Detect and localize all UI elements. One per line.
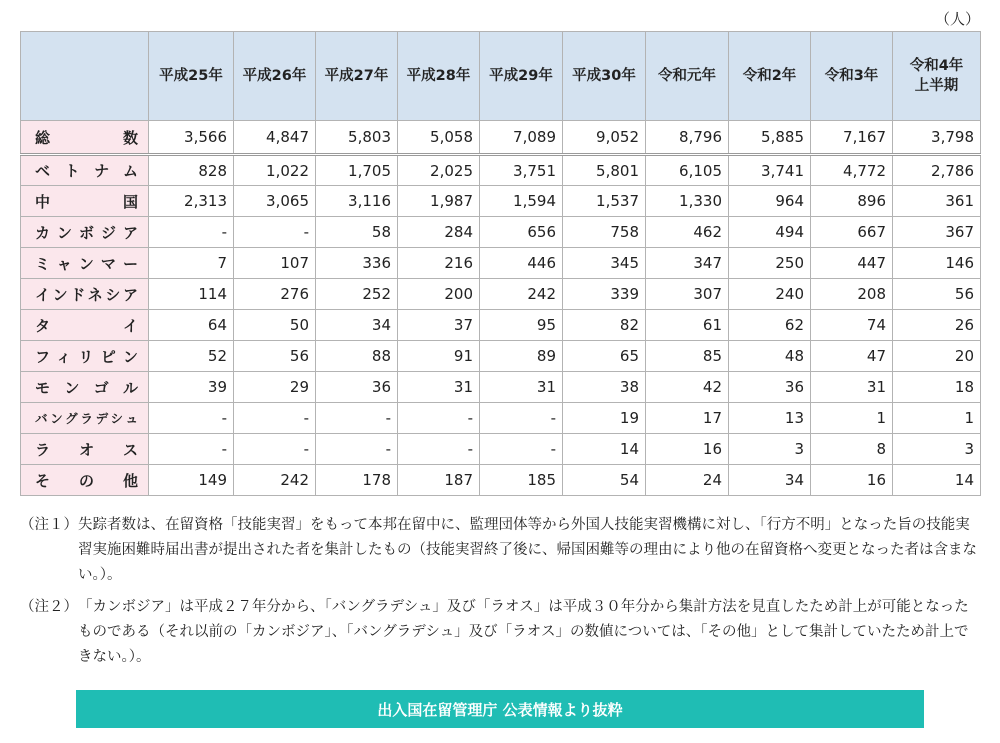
value-cell: - (234, 434, 316, 465)
value-cell: 2,025 (398, 155, 480, 186)
value-cell: 14 (893, 465, 981, 496)
value-cell: 3,566 (149, 121, 234, 155)
value-cell: 18 (893, 372, 981, 403)
country-row (21, 434, 981, 465)
value-cell: - (149, 434, 234, 465)
year-header: 令和2年 (729, 32, 811, 121)
value-cell: - (149, 403, 234, 434)
year-header: 令和4年 上半期 (893, 32, 981, 121)
value-cell: 656 (480, 217, 563, 248)
value-cell: 3,116 (316, 186, 398, 217)
value-cell: 48 (729, 341, 811, 372)
value-cell: 54 (563, 465, 646, 496)
row-label: タイ (21, 310, 149, 341)
row-label: 中国 (21, 186, 149, 217)
value-cell: 758 (563, 217, 646, 248)
value-cell: 29 (234, 372, 316, 403)
value-cell: 6,105 (646, 155, 729, 186)
row-label: ラオス (21, 434, 149, 465)
value-cell: 5,801 (563, 155, 646, 186)
value-cell: 36 (316, 372, 398, 403)
value-cell: 276 (234, 279, 316, 310)
value-cell: 336 (316, 248, 398, 279)
value-cell: 1,987 (398, 186, 480, 217)
value-cell: 31 (398, 372, 480, 403)
unit-label: （人） (934, 10, 980, 28)
value-cell: 896 (811, 186, 893, 217)
row-label: その他 (21, 465, 149, 496)
value-cell: 39 (149, 372, 234, 403)
country-row (21, 279, 981, 310)
country-row (21, 186, 981, 217)
row-label: ベトナム (21, 155, 149, 186)
value-cell: 26 (893, 310, 981, 341)
value-cell: - (316, 403, 398, 434)
value-cell: 3 (729, 434, 811, 465)
value-cell: 361 (893, 186, 981, 217)
value-cell: 5,058 (398, 121, 480, 155)
value-cell: 200 (398, 279, 480, 310)
value-cell: 178 (316, 465, 398, 496)
value-cell: 52 (149, 341, 234, 372)
value-cell: 20 (893, 341, 981, 372)
value-cell: 65 (563, 341, 646, 372)
value-cell: - (480, 434, 563, 465)
value-cell: 446 (480, 248, 563, 279)
value-cell: - (149, 217, 234, 248)
value-cell: 828 (149, 155, 234, 186)
header-corner (21, 32, 149, 121)
value-cell: 56 (893, 279, 981, 310)
value-cell: 62 (729, 310, 811, 341)
value-cell: - (234, 217, 316, 248)
value-cell: 149 (149, 465, 234, 496)
value-cell: 56 (234, 341, 316, 372)
value-cell: 24 (646, 465, 729, 496)
table-body (21, 121, 981, 496)
value-cell: 58 (316, 217, 398, 248)
value-cell: 2,313 (149, 186, 234, 217)
country-row (21, 310, 981, 341)
value-cell: 345 (563, 248, 646, 279)
value-cell: 208 (811, 279, 893, 310)
value-cell: 240 (729, 279, 811, 310)
country-row (21, 465, 981, 496)
year-header: 平成26年 (234, 32, 316, 121)
value-cell: - (398, 434, 480, 465)
row-label: インドネシア (21, 279, 149, 310)
value-cell: 88 (316, 341, 398, 372)
runaway-trainees-table (20, 31, 981, 496)
value-cell: 146 (893, 248, 981, 279)
country-row (21, 341, 981, 372)
value-cell: 1,022 (234, 155, 316, 186)
value-cell: 284 (398, 217, 480, 248)
value-cell: 31 (811, 372, 893, 403)
value-cell: 1,594 (480, 186, 563, 217)
value-cell: 307 (646, 279, 729, 310)
value-cell: 252 (316, 279, 398, 310)
value-cell: 4,772 (811, 155, 893, 186)
value-cell: 5,885 (729, 121, 811, 155)
value-cell: 36 (729, 372, 811, 403)
country-row (21, 248, 981, 279)
note-label: （注１） (20, 517, 78, 533)
value-cell: 13 (729, 403, 811, 434)
value-cell: 3,065 (234, 186, 316, 217)
note (20, 595, 982, 670)
row-label: ミャンマー (21, 248, 149, 279)
value-cell: 3,798 (893, 121, 981, 155)
value-cell: - (398, 403, 480, 434)
year-header: 平成30年 (563, 32, 646, 121)
note-text: 「カンボジア」は平成２７年分から、「バングラデシュ」及び「ラオス」は平成３０年分から集計方法を見直したため計上が可能となったものである（それ以前の「カンボジア」、「バングラデシュ」及び「ラオス」の数値については、「その他」として集計していたため計上できない。）。 (78, 599, 969, 665)
value-cell: 31 (480, 372, 563, 403)
note-text: 失踪者数は、在留資格「技能実習」をもって本邦在留中に、監理団体等から外国人技能実習機構に対し、「行方不明」となった旨の技能実習実施困難時届出書が提出された者を集計したもの（技能実習終了後に、帰国困難等の理由により他の在留資格へ変更となった者は含まない。）。 (78, 517, 977, 583)
value-cell: 38 (563, 372, 646, 403)
value-cell: 1 (893, 403, 981, 434)
value-cell: 339 (563, 279, 646, 310)
value-cell: 7 (149, 248, 234, 279)
row-label: フィリピン (21, 341, 149, 372)
year-header: 平成29年 (480, 32, 563, 121)
value-cell: 447 (811, 248, 893, 279)
value-cell: 34 (316, 310, 398, 341)
value-cell: 242 (234, 465, 316, 496)
note (20, 513, 982, 588)
value-cell: 50 (234, 310, 316, 341)
value-cell: 250 (729, 248, 811, 279)
year-header: 平成28年 (398, 32, 480, 121)
value-cell: 4,847 (234, 121, 316, 155)
year-header: 平成27年 (316, 32, 398, 121)
value-cell: 16 (811, 465, 893, 496)
value-cell: 34 (729, 465, 811, 496)
value-cell: 107 (234, 248, 316, 279)
value-cell: 8 (811, 434, 893, 465)
country-row (21, 403, 981, 434)
value-cell: 1,330 (646, 186, 729, 217)
value-cell: 19 (563, 403, 646, 434)
value-cell: 42 (646, 372, 729, 403)
value-cell: 5,803 (316, 121, 398, 155)
country-row (21, 372, 981, 403)
value-cell: 3,751 (480, 155, 563, 186)
value-cell: 47 (811, 341, 893, 372)
country-row (21, 217, 981, 248)
value-cell: 494 (729, 217, 811, 248)
value-cell: 185 (480, 465, 563, 496)
header-row (21, 32, 981, 121)
value-cell: 91 (398, 341, 480, 372)
value-cell: 95 (480, 310, 563, 341)
value-cell: - (480, 403, 563, 434)
value-cell: 3 (893, 434, 981, 465)
value-cell: 1,537 (563, 186, 646, 217)
row-label: バングラデシュ (21, 403, 149, 434)
value-cell: 64 (149, 310, 234, 341)
value-cell: 17 (646, 403, 729, 434)
value-cell: 1 (811, 403, 893, 434)
value-cell: 9,052 (563, 121, 646, 155)
notes (20, 513, 982, 677)
total-row (21, 121, 981, 155)
value-cell: - (316, 434, 398, 465)
value-cell: 114 (149, 279, 234, 310)
year-header: 令和3年 (811, 32, 893, 121)
value-cell: 462 (646, 217, 729, 248)
value-cell: 2,786 (893, 155, 981, 186)
year-header: 令和元年 (646, 32, 729, 121)
value-cell: 61 (646, 310, 729, 341)
value-cell: 37 (398, 310, 480, 341)
value-cell: 367 (893, 217, 981, 248)
value-cell: 667 (811, 217, 893, 248)
value-cell: 7,167 (811, 121, 893, 155)
value-cell: 187 (398, 465, 480, 496)
value-cell: 347 (646, 248, 729, 279)
row-label: 総数 (21, 121, 149, 155)
value-cell: 3,741 (729, 155, 811, 186)
value-cell: 8,796 (646, 121, 729, 155)
value-cell: 14 (563, 434, 646, 465)
value-cell: 1,705 (316, 155, 398, 186)
value-cell: 89 (480, 341, 563, 372)
value-cell: 242 (480, 279, 563, 310)
value-cell: 216 (398, 248, 480, 279)
source-banner: 出入国在留管理庁 公表情報より抜粋 (76, 690, 924, 728)
year-header: 平成25年 (149, 32, 234, 121)
value-cell: 82 (563, 310, 646, 341)
value-cell: 7,089 (480, 121, 563, 155)
value-cell: 74 (811, 310, 893, 341)
row-label: モンゴル (21, 372, 149, 403)
value-cell: 16 (646, 434, 729, 465)
note-label: （注２） (20, 599, 78, 615)
row-label: カンボジア (21, 217, 149, 248)
country-row (21, 155, 981, 186)
value-cell: 964 (729, 186, 811, 217)
value-cell: - (234, 403, 316, 434)
value-cell: 85 (646, 341, 729, 372)
